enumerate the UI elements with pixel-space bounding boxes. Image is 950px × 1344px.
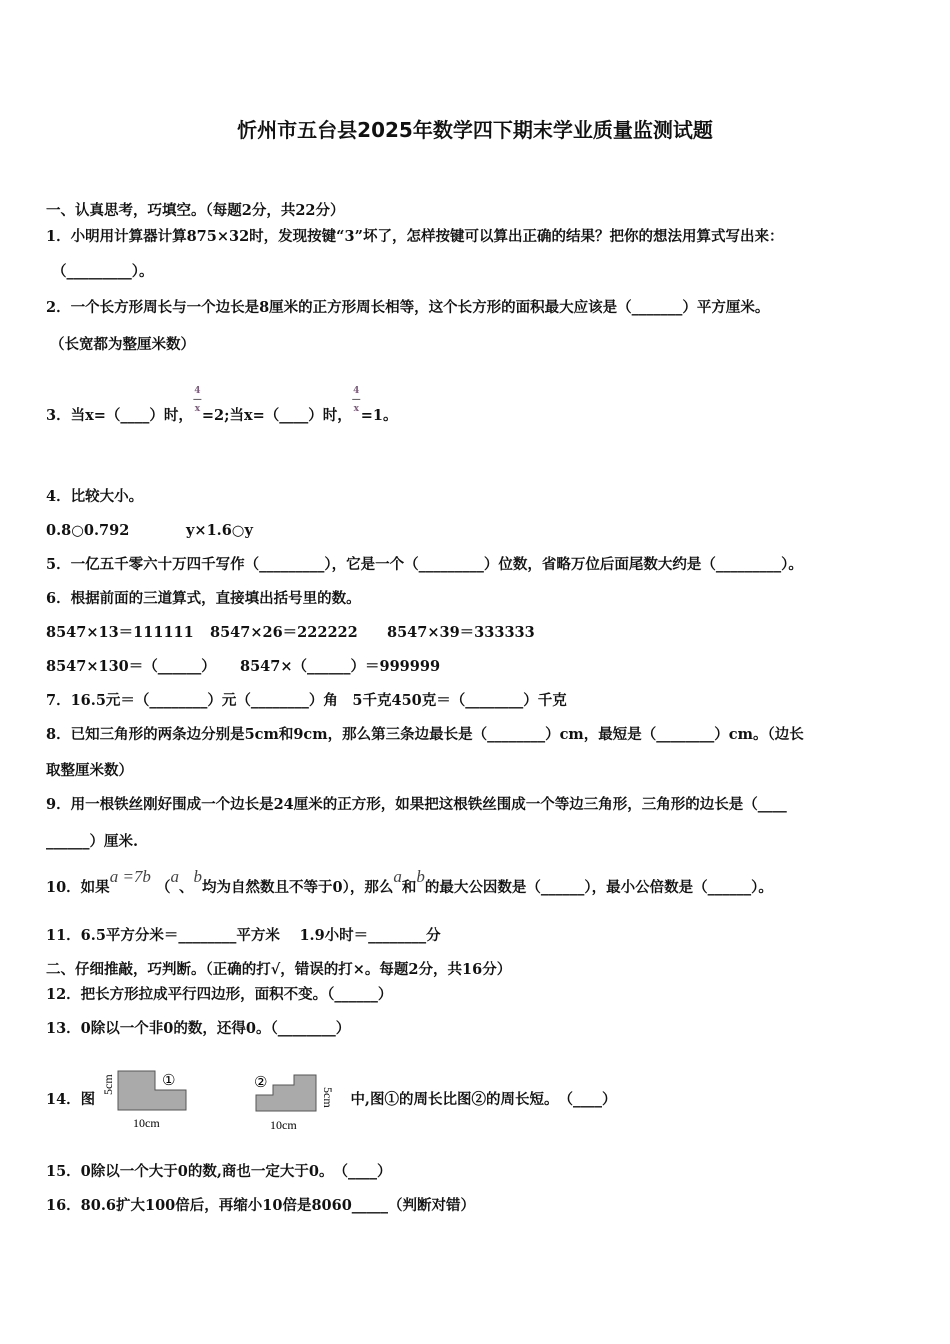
q3-part: =2;当x=（____）时， bbox=[201, 407, 352, 424]
q10-part: 10．如果 bbox=[46, 879, 110, 896]
svg-text:10cm: 10cm bbox=[270, 1118, 298, 1132]
q10-part: 的最大公因数是（______），最小公倍数是（______）。 bbox=[424, 879, 773, 896]
q10-part: 和 bbox=[401, 879, 417, 896]
svg-text:10cm: 10cm bbox=[133, 1116, 160, 1130]
var-a: a bbox=[170, 867, 179, 886]
equation: a =7b bbox=[109, 867, 151, 886]
frac-den: x bbox=[194, 404, 201, 414]
var-b: b bbox=[416, 867, 425, 886]
question-1: 1．小明用计算器计算875×32时，发现按键“3”坏了，怎样按键可以算出正确的结果？把你的想法用算式写出来： bbox=[46, 228, 784, 245]
question-7: 7．16.5元＝（________）元（________）角 5千克450克＝（________）千克 bbox=[46, 692, 567, 709]
q6-eq: 8547×13＝111111 bbox=[46, 624, 194, 641]
figure-2-step-shape bbox=[250, 1065, 345, 1135]
svg-text:②: ② bbox=[254, 1073, 268, 1091]
question-2-note: （长宽都为整厘米数） bbox=[50, 336, 195, 353]
question-14 bbox=[46, 1060, 616, 1140]
q3-part: =1。 bbox=[360, 407, 398, 424]
question-1-blank: （_________）。 bbox=[52, 263, 154, 280]
question-4: 4．比较大小。 bbox=[46, 488, 144, 505]
svg-text:5cm: 5cm bbox=[321, 1087, 336, 1108]
question-2: 2．一个长方形周长与一个边长是8厘米的正方形周长相等，这个长方形的面积最大应该是（_______）平方厘米。 bbox=[46, 299, 770, 316]
q6-blank: 8547×130＝（______） bbox=[46, 658, 216, 675]
question-12: 12．把长方形拉成平行四边形，面积不变。（______） bbox=[46, 986, 393, 1003]
question-8: 8．已知三角形的两条边分别是5cm和9cm，那么第三条边最长是（________）cm，最短是（________）cm。（边长 bbox=[46, 726, 804, 743]
question-8-cont: 取整厘米数） bbox=[46, 762, 133, 779]
q14-part: 中,图①的周长比图②的周长短。 （____） bbox=[350, 1091, 617, 1108]
question-4-item-a: 0.8○0.792 bbox=[46, 522, 130, 539]
frac-num: 4 bbox=[353, 386, 360, 396]
question-4-item-b: y×1.6○y bbox=[186, 522, 253, 539]
q6-blank: 8547×（______）＝999999 bbox=[240, 658, 441, 675]
var-b: b bbox=[193, 867, 202, 886]
question-9-cont: ______）厘米. bbox=[46, 833, 139, 850]
question-10 bbox=[46, 867, 773, 898]
figure-1-l-shape bbox=[100, 1065, 200, 1135]
q3-part: 3．当x=（____）时， bbox=[46, 407, 193, 424]
svg-text:①: ① bbox=[162, 1071, 176, 1089]
q14-part: 14．图 bbox=[46, 1091, 96, 1108]
section-2-heading: 二、仔细推敲，巧判断。（正确的打√，错误的打×。每题2分，共16分） bbox=[46, 961, 512, 978]
frac-num: 4 bbox=[194, 386, 201, 396]
question-15: 15．0除以一个大于0的数,商也一定大于0。 （____） bbox=[46, 1163, 392, 1180]
svg-text:5cm: 5cm bbox=[101, 1074, 116, 1095]
q6-eq: 8547×39＝333333 bbox=[387, 624, 535, 641]
fraction-4-over-x: 4 — x bbox=[351, 386, 361, 414]
question-16: 16．80.6扩大100倍后，再缩小10倍是8060_____（判断对错） bbox=[46, 1197, 476, 1214]
question-11: 11．6.5平方分米＝________平方米 1.9小时＝________分 bbox=[46, 927, 441, 944]
q6-eq: 8547×26＝222222 bbox=[210, 624, 358, 641]
q10-part: 均为自然数且不等于0），那么 bbox=[201, 879, 394, 896]
section-1-heading: 一、认真思考，巧填空。（每题2分，共22分） bbox=[46, 202, 345, 219]
frac-den: x bbox=[353, 404, 359, 414]
question-5: 5．一亿五千零六十万四千写作（_________），它是一个（_________）位数，省略万位后面尾数大约是（_________）。 bbox=[46, 556, 803, 573]
question-6: 6．根据前面的三道算式，直接填出括号里的数。 bbox=[46, 590, 361, 607]
question-13: 13．0除以一个非0的数，还得0。（________） bbox=[46, 1020, 351, 1037]
question-3 bbox=[46, 386, 398, 426]
q10-part: （ bbox=[155, 879, 171, 896]
question-9: 9．用一根铁丝刚好围成一个边长是24厘米的正方形，如果把这根铁丝围成一个等边三角形，三角形的边长是（____ bbox=[46, 796, 787, 813]
var-a: a bbox=[393, 867, 402, 886]
fraction-4-over-x: 4 — x bbox=[192, 386, 202, 414]
q10-part: 、 bbox=[178, 879, 194, 896]
page-title: 忻州市五台县2025年数学四下期末学业质量监测试题 bbox=[237, 118, 713, 142]
